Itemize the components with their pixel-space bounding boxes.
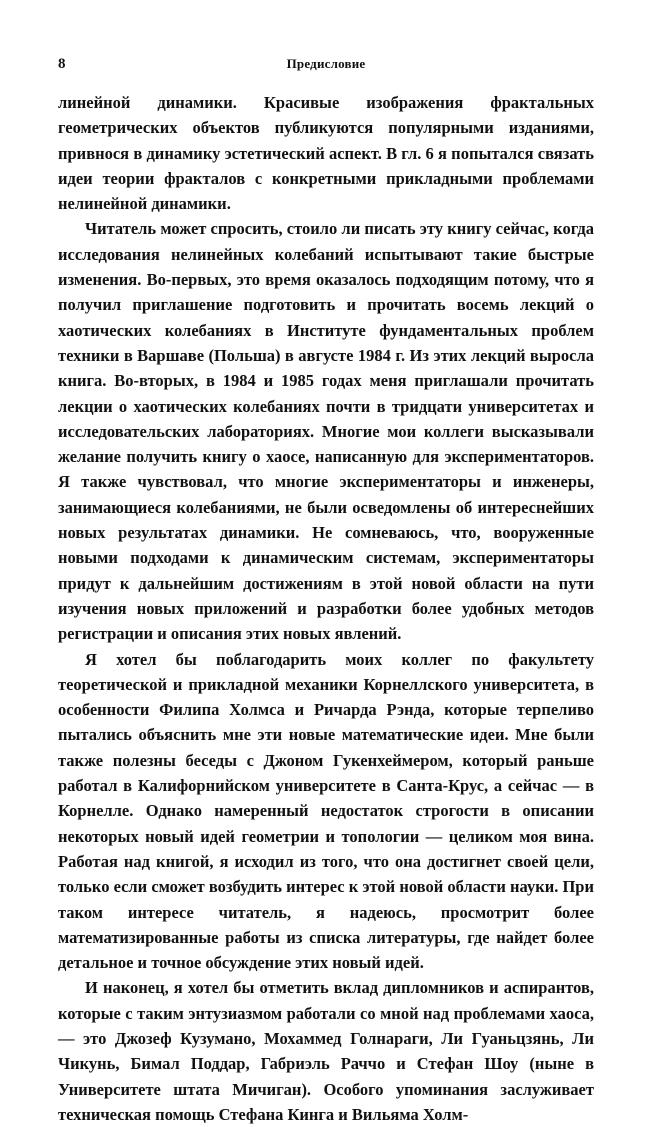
body-text	[58, 90, 594, 1127]
paragraph-acknowledgements-students: И наконец, я хотел бы отметить вклад дипломников и аспирантов, которые с таким энтузиазмом работали со мной над проблемами хаоса, — это Джозеф Кузумано, Мохаммед Голнараги, Ли Гуаньцзянь, Ли Чикунь, Бимал Поддар, Габриэль Раччо и Стефан Шоу (ныне в Университете штата Мичиган). Особого упоминания заслуживает техническая помощь Стефана Кинга и Вильяма Холм-	[58, 978, 594, 1124]
paragraph-acknowledgements-colleagues: Я хотел бы поблагодарить моих коллег по факультету теоретической и прикладной механики Корнеллского университета, в особенности Филипа Холмса и Ричарда Рэнда, которые терпеливо пытались объяснить мне эти новые математические идеи. Мне были также полезны беседы с Джоном Гукенхеймером, который раньше работал в Калифорнийском университете в Санта-Крус, а сейчас — в Корнелле. Однако намеренный недостаток строгости в описании некоторых новый идей геометрии и топологии — целиком моя вина. Работая над книгой, я исходил из того, что она достигнет своей цели, только если сможет возбудить интерес к этой новой области науки. При таком интересе читатель, я надеюсь, просмотрит более математизированные работы из списка литературы, где найдет более детальное и точное обсуждение этих новый идей.	[58, 649, 594, 973]
running-title: Предисловие	[286, 56, 366, 71]
paragraph-continuation: линейной динамики. Красивые изображения фрактальных геометрических объектов публикуются популярными изданиями, привнося в динамику эстетический аспект. В гл. 6 я попытался связать идеи теории фракталов с конкретными прикладными проблемами нелинейной динамики.	[58, 93, 594, 214]
page-header	[58, 56, 594, 78]
paragraph-why-now: Читатель может спросить, стоило ли писать эту книгу сейчас, когда исследования нелинейных колебаний испытывают такие быстрые изменения. Во-первых, это время оказалось подходящим потому, что я получил приглашение подготовить и прочитать восемь лекций о хаотических колебаниях в Институте фундаментальных проблем техники в Варшаве (Польша) в августе 1984 г. Из этих лекций выросла книга. Во-вторых, в 1984 и 1985 годах меня приглашали прочитать лекции о хаотических колебаниях почти в тридцати университетах и исследовательских лабораториях. Многие мои коллеги высказывали желание получить книгу о хаосе, написанную для экспериментаторов. Я также чувствовал, что многие экспериментаторы и инженеры, занимающиеся колебаниями, не были осведомлены об интереснейших новых результатах динамики. Не сомневаюсь, что, вооруженные новыми подходами к динамическим системам, экспериментаторы придут к дальнейшим достижениям в этой новой области на пути изучения новых приложений и разработки более удобных методов регистрации и описания этих новых явлений.	[58, 219, 594, 644]
page-number: 8	[58, 56, 66, 72]
